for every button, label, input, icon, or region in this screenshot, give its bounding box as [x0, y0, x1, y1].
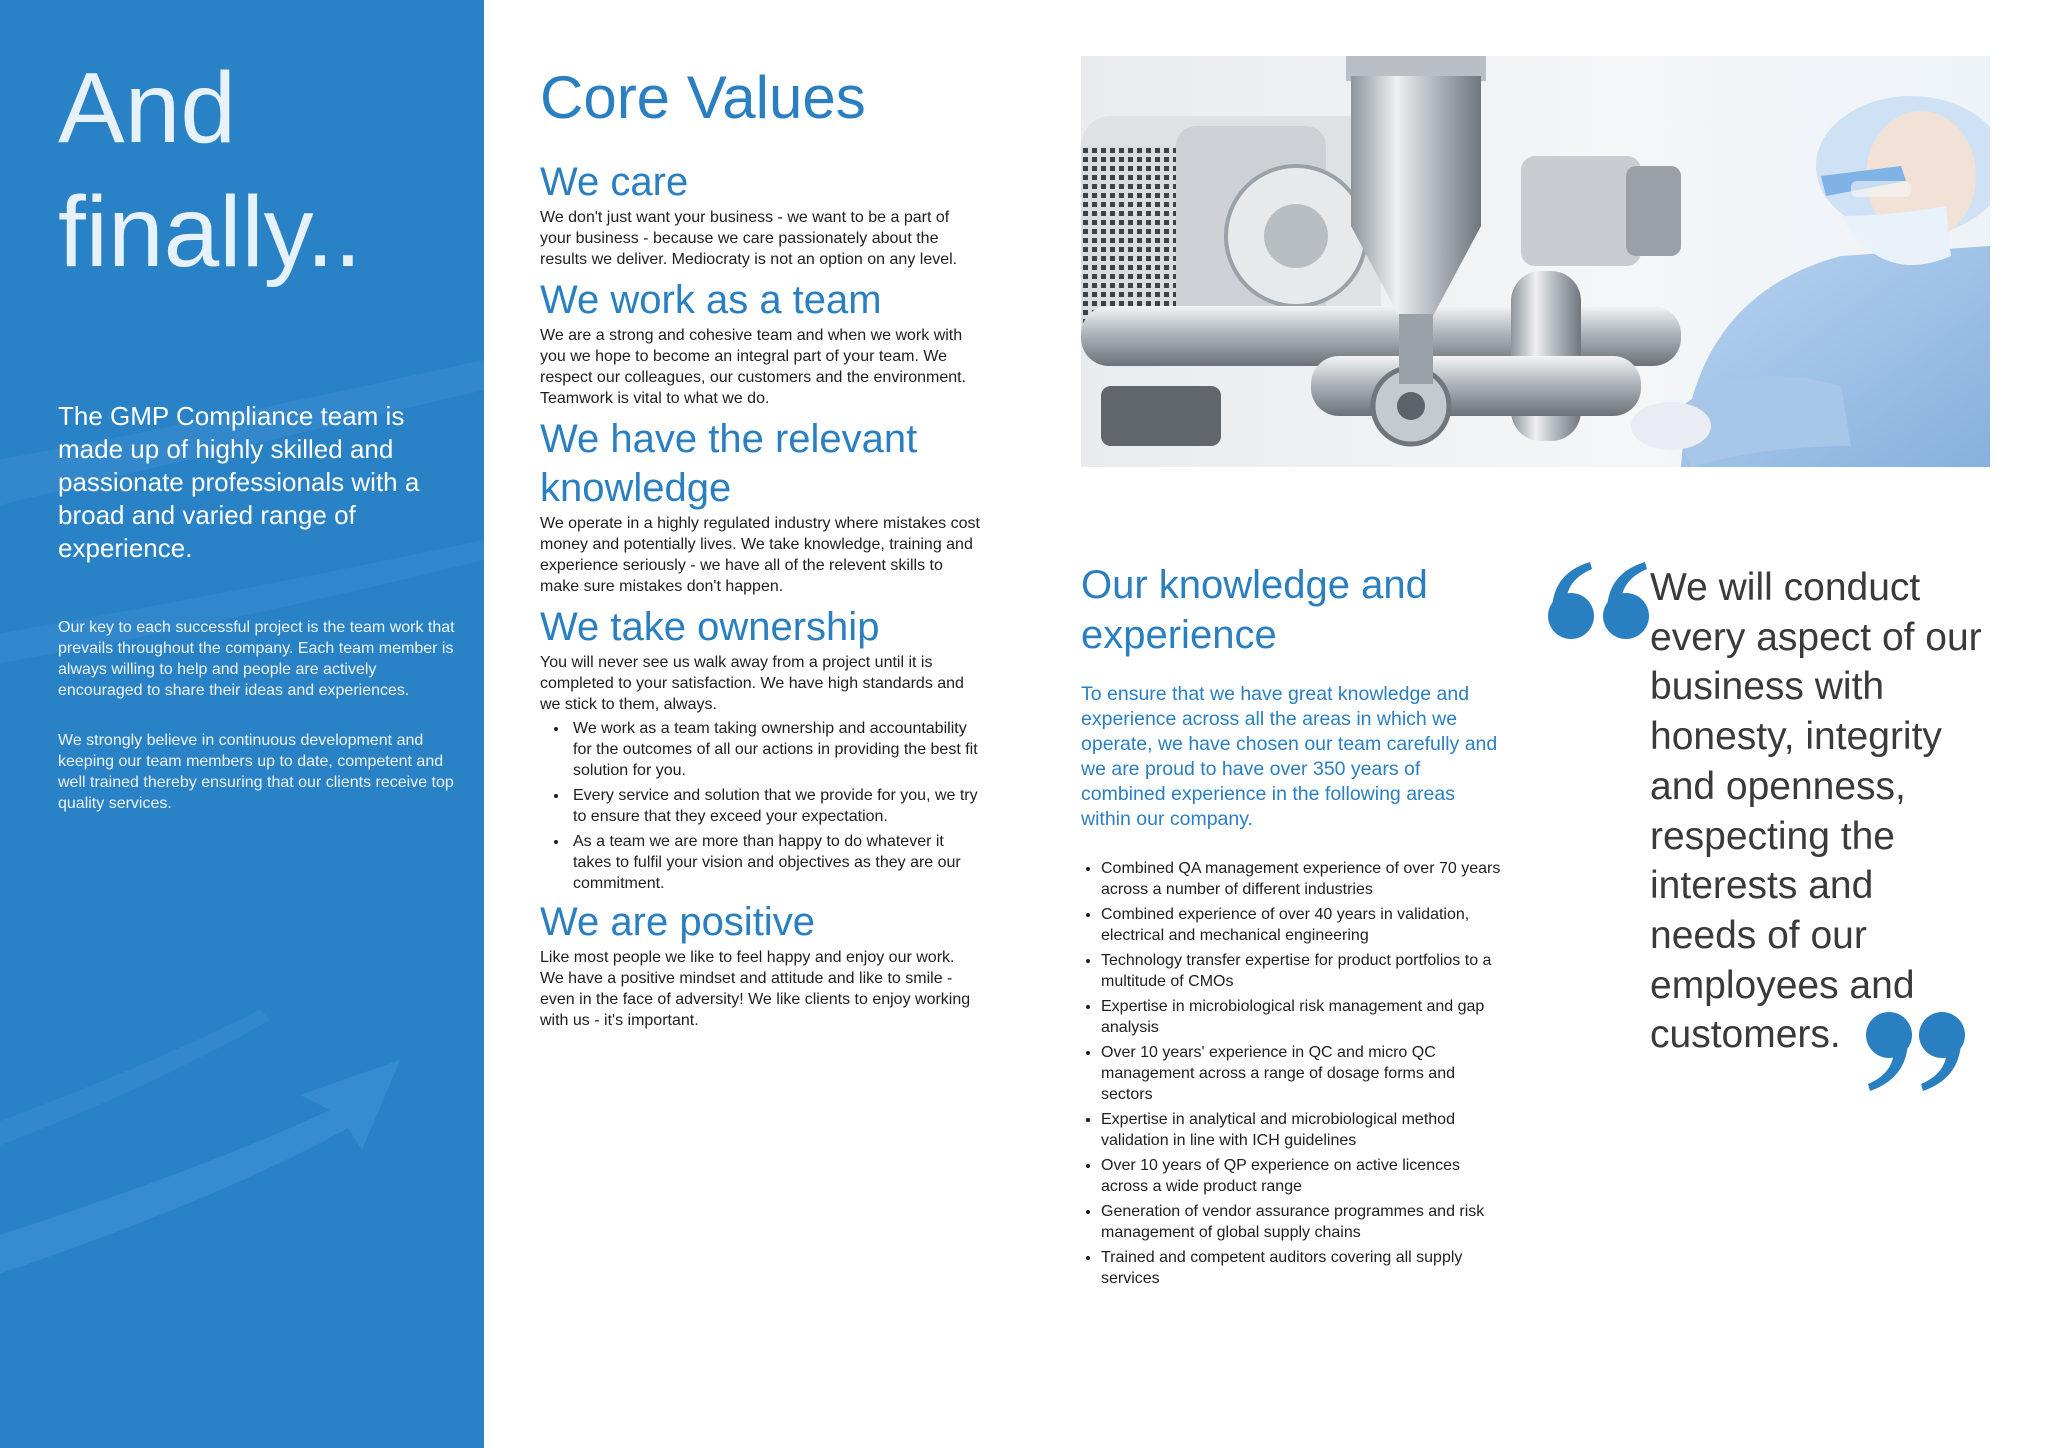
list-item: • We work as a team taking ownership and accountability for the outcomes of all our actions in providing the best fit solution for you. — [569, 718, 980, 781]
open-quote-icon — [1546, 560, 1654, 650]
list-item: • Over 10 years of QP experience on active licences across a wide product range — [1101, 1155, 1501, 1197]
list-item: • As a team we are more than happy to do whatever it takes to fulfil your vision and objectives as they are our commitment. — [569, 831, 980, 894]
list-item: • Generation of vendor assurance programmes and risk management of global supply chains — [1101, 1201, 1501, 1243]
value-section — [540, 603, 980, 894]
value-body: We operate in a highly regulated industry where mistakes cost money and potentially lives. We take knowledge, training and experience seriously - we have all of the relevent skills to make sure mistakes don't happen. — [540, 515, 980, 595]
list-item: • Every service and solution that we provide for you, we try to ensure that they exceed your expectation. — [569, 785, 980, 827]
value-body: Like most people we like to feel happy and enjoy our work. We have a positive mindset and attitude and like to smile - even in the face of adversity! We like clients to enjoy working with us - it's important. — [540, 949, 971, 1029]
title-line-2: finally — [58, 176, 307, 288]
value-heading: We are positive — [540, 900, 815, 944]
list-item: • Trained and competent auditors covering all supply services — [1101, 1247, 1501, 1289]
team-paragraph-1: Our key to each successful project is the team work that prevails throughout the company. Each team member is always willing to help and people are actively encouraged to share their ideas and experiences. — [58, 619, 455, 699]
value-heading: We have the relevant knowledge — [540, 417, 918, 510]
value-heading: We take ownership — [540, 605, 880, 649]
core-values-title: Core Values — [540, 64, 866, 131]
list-item: • Expertise in analytical and microbiological method validation in line with ICH guidelines — [1101, 1109, 1501, 1151]
list-item: • Over 10 years' experience in QC and micro QC management across a range of dosage forms and sectors — [1101, 1042, 1501, 1105]
value-body: We are a strong and cohesive team and when we work with you we hope to become an integral part of your team. We respect our colleagues, our customers and the environment. Teamwork is vital to what we do. — [540, 327, 967, 407]
lab-technician-machine-illustration — [1081, 56, 1990, 467]
list-item: • Expertise in microbiological risk management and gap analysis — [1101, 996, 1501, 1038]
title-line-1: And — [58, 52, 236, 164]
ownership-bullet-list — [540, 718, 980, 894]
knowledge-intro: To ensure that we have great knowledge and experience across all the areas in which we operate, we have chosen our team carefully and we are proud to have over 350 years of combined experience in the following areas within our company. — [1081, 683, 1498, 830]
page-big-title — [58, 46, 362, 294]
knowledge-title: Our knowledge and experience — [1081, 563, 1428, 657]
core-values-column — [540, 60, 980, 1031]
team-paragraph-2: We strongly believe in continuous development and keeping our team members up to date, competent and well trained thereby ensuring that our clients receive top quality services. — [58, 732, 454, 812]
list-item: • Combined experience of over 40 years in validation, electrical and mechanical engineering — [1101, 904, 1501, 946]
value-section — [540, 415, 980, 597]
title-dots: .. — [306, 176, 362, 288]
close-quote-icon — [1862, 1005, 1968, 1095]
team-intro: The GMP Compliance team is made up of highly skilled and passionate professionals with a broad and varied range of experience. — [58, 401, 420, 563]
left-panel — [0, 0, 484, 1448]
value-section — [540, 898, 980, 1031]
value-section — [540, 158, 980, 270]
value-section — [540, 276, 980, 409]
list-item: • Combined QA management experience of over 70 years across a number of different industries — [1101, 858, 1501, 900]
lab-photo — [1081, 56, 1990, 467]
knowledge-column — [1081, 560, 1501, 1293]
value-body: You will never see us walk away from a project until it is completed to your satisfaction. We have high standards and we stick to them, always. — [540, 654, 964, 713]
quote-text: We will conduct every aspect of our business with honesty, integrity and openness, respecting the interests and needs of our employees and customers. — [1650, 566, 1982, 1057]
experience-list — [1081, 858, 1501, 1289]
value-body: We don't just want your business - we want to be a part of your business - because we care passionately about the results we deliver. Mediocraty is not an option on any level. — [540, 209, 958, 268]
value-heading: We care — [540, 160, 689, 204]
value-heading: We work as a team — [540, 278, 882, 322]
list-item: • Technology transfer expertise for product portfolios to a multitude of CMOs — [1101, 950, 1501, 992]
